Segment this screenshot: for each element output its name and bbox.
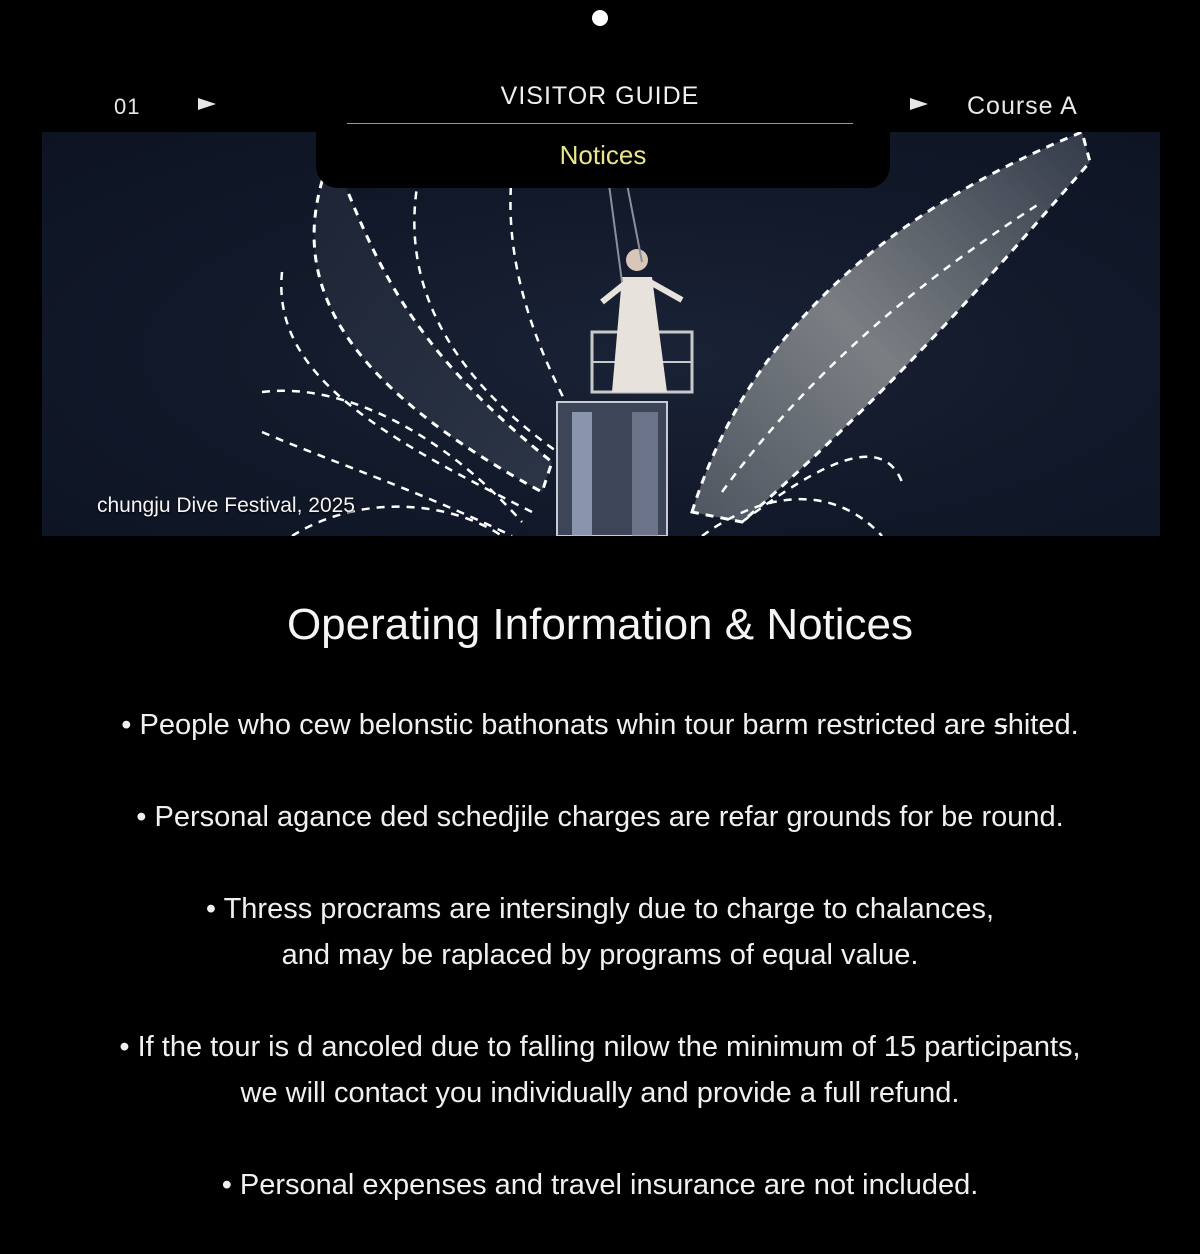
- list-item: [0, 1162, 1200, 1208]
- page-index: 01: [114, 94, 141, 119]
- tab-notices[interactable]: [316, 132, 890, 188]
- list-item: [0, 1024, 1200, 1116]
- guide-header: [0, 80, 1200, 132]
- title-divider: [347, 123, 853, 124]
- page-title: VISITOR GUIDE: [500, 82, 700, 110]
- list-item: [0, 702, 1200, 748]
- arrow-right-icon[interactable]: [910, 98, 928, 110]
- notice-list: [0, 702, 1200, 1254]
- page-indicator-dot: [592, 10, 608, 26]
- hero-image: [42, 132, 1160, 536]
- photo-caption: chungju Dive Festival, 2025: [97, 494, 355, 517]
- section-title: Operating Information & Notices: [286, 600, 914, 649]
- notice-text: and may be raplaced by programs of equal value.: [281, 939, 919, 971]
- notice-text: • Personal agance ded schedjile charges are refar grounds for be round.: [136, 801, 1064, 833]
- butterfly-stage-illustration: [42, 132, 1160, 536]
- tab-label: Notices: [559, 140, 647, 170]
- notice-text: • People who cew belonstic bathonats whin tour barm restricted are ꟊhited.: [121, 709, 1079, 741]
- notice-text: • Personal expenses and travel insurance are not included.: [221, 1169, 979, 1201]
- notice-text: • Thress procrams are intersingly due to charge to chalances,: [205, 893, 995, 925]
- course-label[interactable]: Course A: [967, 92, 1078, 120]
- list-item: [0, 886, 1200, 978]
- arrow-right-icon[interactable]: [198, 98, 216, 110]
- notice-text: we will contact you individually and provide a full refund.: [240, 1077, 960, 1109]
- list-item: [0, 794, 1200, 840]
- notice-text: • If the tour is d ancoled due to falling nilow the minimum of 15 participants,: [119, 1031, 1081, 1063]
